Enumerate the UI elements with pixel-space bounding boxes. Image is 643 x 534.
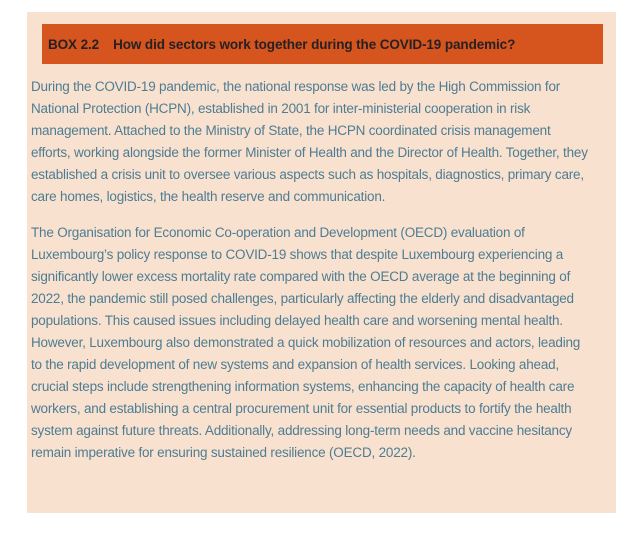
box-body (31, 76, 591, 478)
paragraph-2: The Organisation for Economic Co-operation and Development (OECD) evaluation of Luxembourg’s policy response to COVID-19 shows that despite Luxembourg experiencing a significantly lower excess mortality rate compared with the OECD average at the beginning of 2022, the pandemic still posed challenges, particularly affecting the elderly and disadvantaged populations. This caused issues including delayed health care and worsening mental health. However, Luxembourg also demonstrated a quick mobilization of resources and actors, leading to the rapid development of new systems and expansion of health services. Looking ahead, crucial steps include strengthening information systems, enhancing the capacity of health care workers, and establishing a central procurement unit for essential products to fortify the health system against future threats. Additionally, addressing long-term needs and vaccine hesitancy remain imperative for ensuring sustained resilience (OECD, 2022). (31, 225, 581, 460)
callout-box (27, 12, 616, 513)
box-number-label: BOX 2.2 (48, 36, 100, 52)
paragraph-1: During the COVID-19 pandemic, the national response was led by the High Commission for National Protection (HCPN), established in 2001 for inter-ministerial cooperation in risk management. Attached to the Ministry of State, the HCPN coordinated crisis management efforts, working alongside the former Minister of Health and the Director of Health. Together, they established a crisis unit to oversee various aspects such as hospitals, diagnostics, primary care, care homes, logistics, the health reserve and communication. (31, 79, 588, 204)
box-header-bar (42, 24, 603, 64)
box-title: How did sectors work together during the COVID-19 pandemic? (113, 36, 516, 52)
